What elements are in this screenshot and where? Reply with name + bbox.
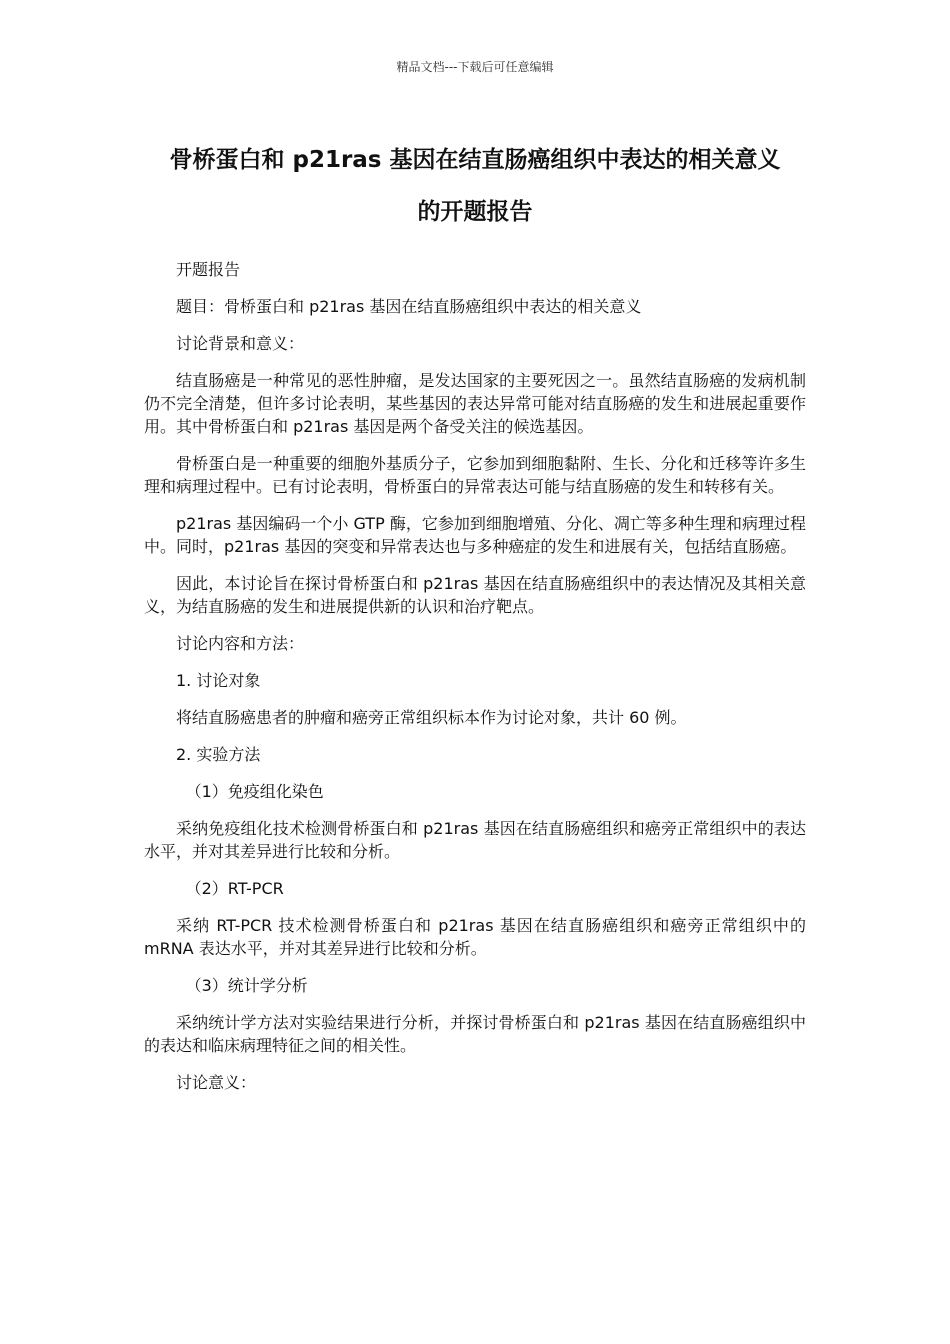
paragraph-background-4: 因此，本讨论旨在探讨骨桥蛋白和 p21ras 基因在结直肠癌组织中的表达情况及其相关意义，为结直肠癌的发生和进展提供新的认识和治疗靶点。 (144, 574, 806, 616)
page-header: 精品文档---下载后可任意编辑 (396, 60, 554, 74)
subheading-experiment: 2. 实验方法 (176, 745, 261, 764)
document-body (144, 258, 806, 1108)
subheading-rtpcr: （2）RT-PCR (185, 879, 284, 898)
subheading-subjects: 1. 讨论对象 (176, 671, 261, 690)
section-label-report: 开题报告 (176, 260, 241, 279)
paragraph-background-1: 结直肠癌是一种常见的恶性肿瘤，是发达国家的主要死因之一。虽然结直肠癌的发病机制仍不完全清楚，但许多讨论表明，某些基因的表达异常可能对结直肠癌的发生和进展起重要作用。其中骨桥蛋白和 p21ras 基因是两个备受关注的候选基因。 (144, 371, 806, 436)
paragraph-background-2: 骨桥蛋白是一种重要的细胞外基质分子，它参加到细胞黏附、生长、分化和迁移等许多生理和病理过程中。已有讨论表明，骨桥蛋白的异常表达可能与结直肠癌的发生和转移有关。 (144, 454, 806, 496)
section-heading-background: 讨论背景和意义： (176, 334, 305, 353)
paragraph-statistics: 采纳统计学方法对实验结果进行分析，并探讨骨桥蛋白和 p21ras 基因在结直肠癌组织中的表达和临床病理特征之间的相关性。 (144, 1013, 806, 1055)
topic-line: 题目：骨桥蛋白和 p21ras 基因在结直肠癌组织中表达的相关意义 (176, 297, 642, 316)
subheading-ihc: （1）免疫组化染色 (185, 782, 324, 801)
paragraph-rtpcr: 采纳 RT-PCR 技术检测骨桥蛋白和 p21ras 基因在结直肠癌组织和癌旁正常组织中的 mRNA 表达水平，并对其差异进行比较和分析。 (144, 916, 806, 958)
title-line-2: 的开题报告 (417, 199, 533, 225)
subheading-statistics: （3）统计学分析 (185, 976, 308, 995)
paragraph-ihc: 采纳免疫组化技术检测骨桥蛋白和 p21ras 基因在结直肠癌组织和癌旁正常组织中的表达水平，并对其差异进行比较和分析。 (144, 819, 806, 861)
section-heading-significance: 讨论意义： (176, 1073, 257, 1092)
document-title (140, 134, 810, 238)
paragraph-background-3: p21ras 基因编码一个小 GTP 酶，它参加到细胞增殖、分化、凋亡等多种生理和病理过程中。同时，p21ras 基因的突变和异常表达也与多种癌症的发生和进展有关，包括结直肠癌。 (144, 514, 806, 556)
section-heading-methods: 讨论内容和方法： (176, 634, 305, 653)
paragraph-subjects: 将结直肠癌患者的肿瘤和癌旁正常组织标本作为讨论对象，共计 60 例。 (176, 708, 687, 727)
title-line-1: 骨桥蛋白和 p21ras 基因在结直肠癌组织中表达的相关意义 (169, 147, 781, 173)
